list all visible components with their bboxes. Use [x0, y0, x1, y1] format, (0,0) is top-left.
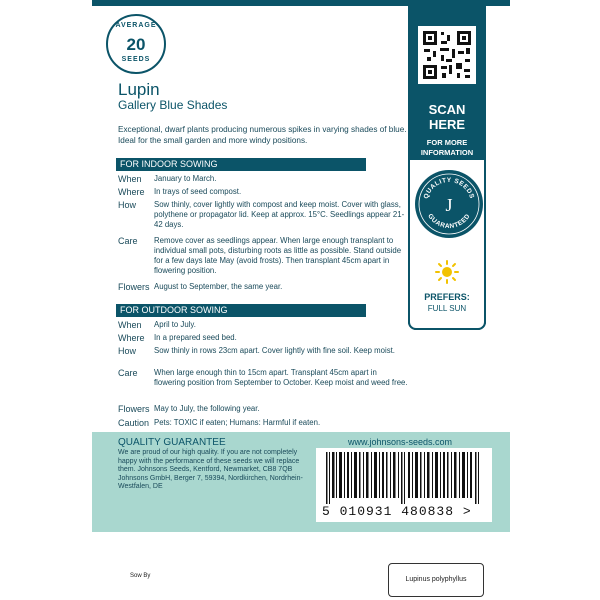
information-text: INFORMATION — [420, 148, 474, 157]
outdoor-header: FOR OUTDOOR SOWING — [116, 304, 366, 317]
badge-top-text: AVERAGE — [115, 22, 157, 29]
barcode-number: 5 010931 480838 > — [322, 504, 472, 519]
barcode — [316, 448, 492, 522]
seal-bottom-text: GUARANTEED — [426, 212, 472, 231]
row-label: How — [118, 200, 137, 210]
barcode-bars — [320, 452, 488, 504]
row-value: Remove cover as seedlings appear. When large enough transplant to individual small pots, disturbing roots as little as possible. Stand outside for a few days late May (avoid frosts). Then transplant 45cm apart in flowering position. — [154, 236, 402, 275]
row-label: Where — [118, 333, 145, 343]
quality-seal-icon — [415, 170, 483, 238]
sidebar-lower-panel — [408, 160, 486, 330]
here-text: HERE — [428, 117, 466, 132]
row-value: April to July. — [154, 320, 196, 329]
sun-icon — [435, 260, 459, 284]
row-value: Sow thinly in rows 23cm apart. Cover lightly with fine soil. Keep moist. — [154, 346, 395, 355]
average-seeds-badge — [106, 14, 166, 74]
row-value: Sow thinly, cover lightly with compost and keep moist. Cover with glass, polythene or propagator lid. Keep at approx. 15°C. Seedlings appear 21-42 days. — [154, 200, 405, 229]
row-label: When — [118, 174, 142, 184]
row-label: When — [118, 320, 142, 330]
badge-bottom-text: SEEDS — [121, 56, 151, 63]
svg-text:GUARANTEED — [426, 213, 472, 230]
quality-guarantee-text: We are proud of our high quality. If you are not completely happy with the performance of these seeds we will replace them. Johnsons Seeds, Kentford, Newmarket, CB8 7QB Johnsons GmbH, Berger 7, 59394, Nordkirchen, Nordrhein-Westfalen, DE — [118, 449, 303, 490]
seed-packet-back — [92, 0, 510, 532]
row-label: How — [118, 346, 137, 356]
row-value: May to July, the following year. — [154, 404, 260, 413]
info-sidebar — [408, 0, 486, 330]
product-intro: Exceptional, dwarf plants producing numerous spikes in varying shades of blue. Ideal for the small garden and more windy positions. — [118, 125, 407, 145]
row-value: January to March. — [154, 174, 217, 183]
badge-count: 20 — [126, 35, 146, 54]
row-label: Flowers — [118, 404, 150, 414]
product-variety: Gallery Blue Shades — [118, 98, 228, 112]
qr-code-icon[interactable] — [418, 26, 476, 84]
row-value: In trays of seed compost. — [154, 187, 242, 196]
row-label: Caution — [118, 418, 150, 428]
product-name: Lupin — [118, 80, 160, 99]
row-value: Pets: TOXIC if eaten; Humans: Harmful if eaten. — [154, 418, 321, 427]
row-value: When large enough thin to 15cm apart. Transplant 45cm apart in flowering position from September to October. Keep moist and weed free. — [154, 368, 408, 387]
row-value: In a prepared seed bed. — [154, 333, 237, 342]
seal-mark: J — [445, 195, 453, 215]
quality-guarantee-title: QUALITY GUARANTEE — [118, 437, 226, 448]
row-value: August to September, the same year. — [154, 282, 283, 291]
indoor-header: FOR INDOOR SOWING — [116, 158, 366, 171]
row-label: Flowers — [118, 282, 150, 292]
latin-name-box: Lupinus polyphyllus — [388, 563, 484, 597]
row-label: Care — [118, 368, 138, 378]
row-label: Care — [118, 236, 138, 246]
sow-by-label: Sow By — [130, 573, 151, 579]
seal-top-text: QUALITY SEEDS — [422, 176, 476, 200]
scan-text: SCAN — [428, 102, 466, 117]
row-label: Where — [118, 187, 145, 197]
prefers-value: FULL SUN — [427, 304, 467, 313]
website-link[interactable]: www.johnsons-seeds.com — [348, 437, 453, 447]
more-info-text: FOR MORE — [426, 138, 468, 147]
prefers-label: PREFERS: — [424, 292, 470, 302]
